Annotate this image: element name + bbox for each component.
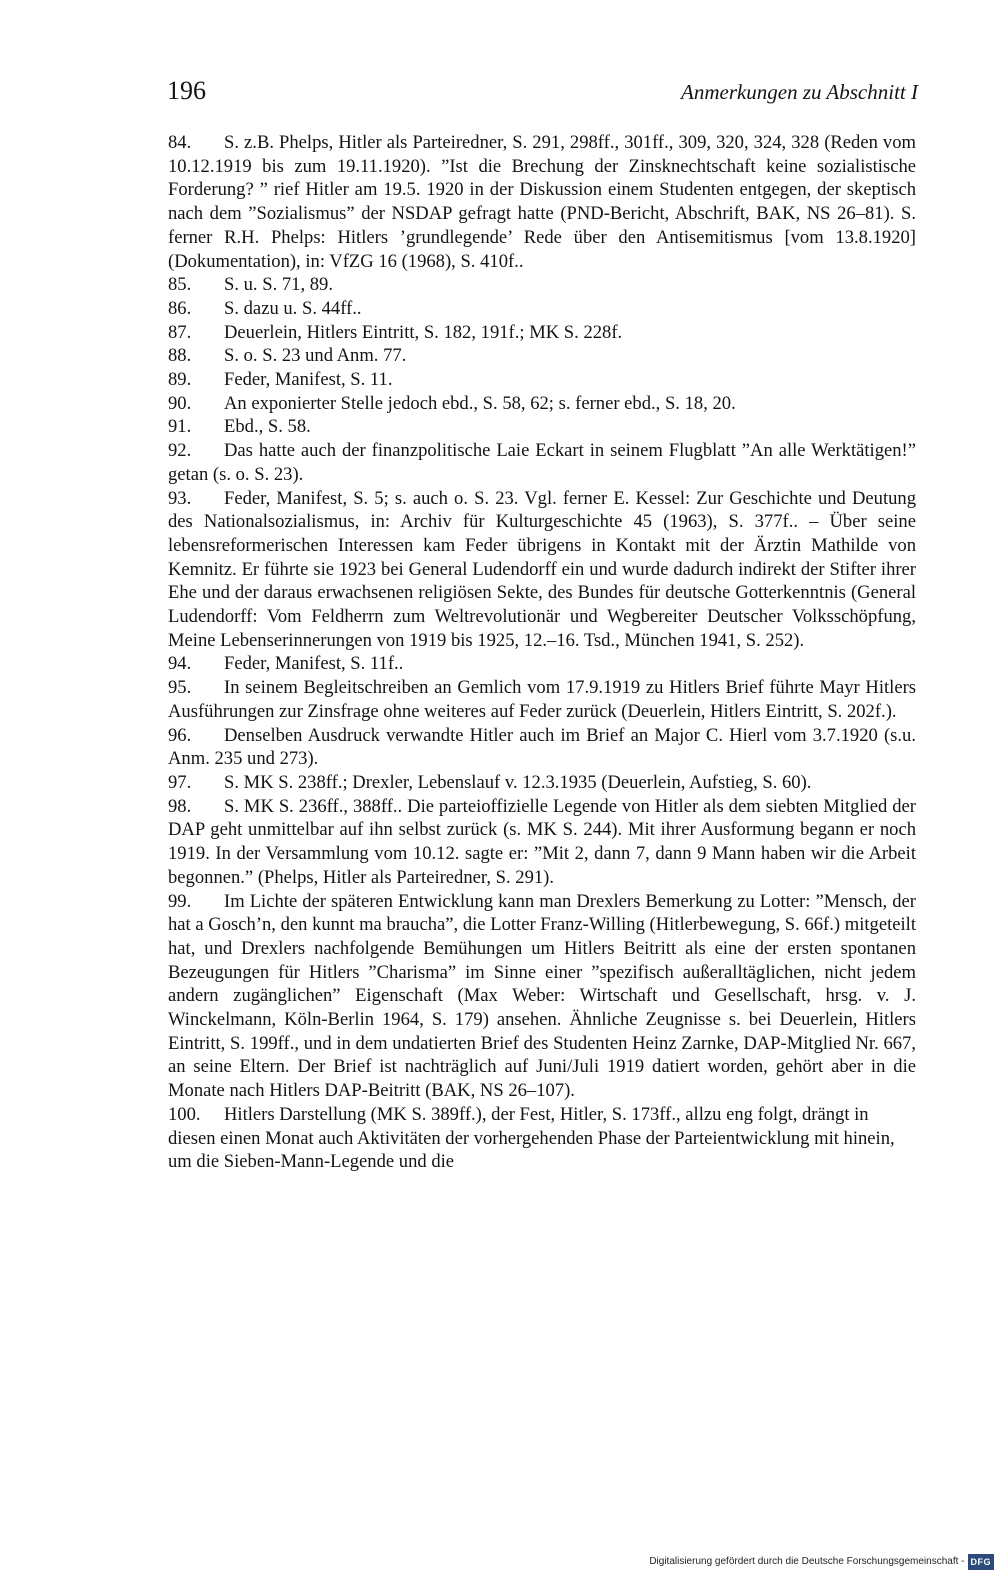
footnote	[168, 1103, 916, 1174]
footnote-number: 90.	[168, 392, 192, 414]
footnote-text: Ebd., S. 58.	[224, 416, 311, 438]
footnote-text: Das hatte auch der finanzpolitische Laie Eckart in seinem Flugblatt ”An alle Werktätigen!” getan (s. o. S. 23).	[168, 440, 916, 485]
credit-text: Digitalisierung gefördert durch die Deutsche Forschungsgemeinschaft -	[649, 1556, 965, 1567]
dfg-logo-icon: DFG	[968, 1554, 995, 1570]
footnote	[168, 297, 916, 321]
footnote	[168, 724, 916, 771]
footnote-number: 94.	[168, 653, 192, 675]
footnote-text: S. u. S. 71, 89.	[224, 274, 334, 296]
footnote-number: 97.	[168, 771, 192, 793]
footnote-number: 95.	[168, 677, 192, 699]
footnote-number: 99.	[168, 890, 192, 912]
footnote-text: Denselben Ausdruck verwandte Hitler auch im Brief an Major C. Hierl vom 3.7.1920 (s.u. Anm. 235 und 273).	[168, 724, 916, 770]
footnote-text: An exponierter Stelle jedoch ebd., S. 58, 62; s. ferner ebd., S. 18, 20.	[224, 392, 736, 414]
footnote-number: 96.	[168, 724, 192, 746]
footnote-text: Feder, Manifest, S. 11.	[224, 369, 393, 391]
footnote-number: 98.	[168, 795, 192, 817]
footnote	[168, 652, 916, 676]
footnote-number: 84.	[168, 132, 192, 153]
footnote	[168, 392, 916, 416]
footnote-text: S. dazu u. S. 44ff..	[224, 297, 362, 319]
digitization-credit	[649, 1554, 994, 1570]
footnote	[168, 321, 916, 345]
footnote-number: 92.	[168, 440, 192, 462]
footnote	[168, 273, 916, 297]
footnote	[168, 439, 916, 486]
footnote	[168, 771, 916, 795]
footnote-text: Feder, Manifest, S. 5; s. auch o. S. 23. Vgl. ferner E. Kessel: Zur Geschichte und Deutung des Nationalsozialismus, in: Archiv für Kulturgeschichte 45 (1963), S. 377f.. – Über seine lebensreformerischen Interessen kam Feder übrigens in Kontakt mit der Ärztin Mathilde von Kemnitz. Er führte sie 1923 bei General Ludendorff ein und wurde dadurch indirekt der Stifter ihrer Ehe und der daraus erwachsenen religiösen Sekte, des Bundes für deutsche Gotterkenntnis (General Ludendorff: Vom Feldherrn zum Weltrevolutionär und Wegbereiter Deutscher Volksschöpfung, Meine Lebenserinnerungen von 1919 bis 1925, 12.–16. Tsd., München 1941, S. 252).	[168, 487, 916, 651]
footnote	[168, 676, 916, 723]
footnote	[168, 131, 916, 273]
footnote-text: Feder, Manifest, S. 11f..	[224, 653, 404, 675]
footnote-number: 87.	[168, 321, 192, 343]
footnote-number: 93.	[168, 487, 192, 509]
running-title: Anmerkungen zu Abschnitt I	[681, 80, 918, 104]
footnote-number: 86.	[168, 297, 192, 319]
footnote	[168, 344, 916, 368]
footnote-text: Deuerlein, Hitlers Eintritt, S. 182, 191f.; MK S. 228f.	[224, 321, 623, 343]
footnote-text: S. MK S. 236ff., 388ff.. Die parteioffizielle Legende von Hitler als dem siebten Mitglied der DAP geht unmittelbar auf ihn selbst zurück (s. MK S. 244). Mit ihrer Ausformung begann er noch 1919. In der Versammlung vom 10.12. sagte er: ”Mit 2, dann 7, dann 9 Mann haben wir die Arbeit begonnen.” (Phelps, Hitler als Parteiredner, S. 291).	[168, 795, 916, 888]
footnote-text: In seinem Begleitschreiben an Gemlich vom 17.9.1919 zu Hitlers Brief führte Mayr Hitlers Ausführungen zur Zinsfrage ohne weiteres auf Feder zurück (Deuerlein, Hitlers Eintritt, S. 202f.).	[168, 677, 916, 722]
footnote	[168, 487, 916, 653]
footnote-text: S. z.B. Phelps, Hitler als Parteiredner, S. 291, 298ff., 301ff., 309, 320, 324, 328 (Reden vom 10.12.1919 bis zum 19.11.1920). ”Ist die Brechung der Zinsknechtschaft keine sozialistische Forderung? ” rief Hitler am 19.5. 1920 in der Diskussion einem Studenten entgegen, der skeptisch nach dem ”Sozialismus” der NSDAP gefragt hatte (PND-Bericht, Abschrift, BAK, NS 26–81). S. ferner R.H. Phelps: Hitlers ’grundlegende’ Rede über den Antisemitismus [vom 13.8.1920] (Dokumentation), in: VfZG 16 (1968), S. 410f..	[168, 132, 916, 272]
footnote-text: Im Lichte der späteren Entwicklung kann man Drexlers Bemerkung zu Lotter: ”Mensch, der hat a Gosch’n, den kunnt ma braucha”, die Lotter Franz-Willing (Hitlerbewegung, S. 66f.) mitgeteilt hat, und Drexlers nachfolgende Bemühungen um Hitlers Beitritt als eine der ersten spontanen Bezeugungen für Hitlers ”Charisma” im Sinne einer ”spezifisch außeralltäglichen, nicht jedem andern zugänglichen” Eigenschaft (Max Weber: Wirtschaft und Gesellschaft, hrsg. v. J. Winckelmann, Köln-Berlin 1964, S. 179) ansehen. Ähnliche Zeugnisse s. bei Deuerlein, Hitlers Eintritt, S. 199ff., und in dem undatierten Brief des Studenten Heinz Zarnke, DAP-Mitglied Nr. 667, an seine Eltern. Der Brief ist nachträglich auf Juni/Juli 1919 datiert worden, gehört aber in die Monate nach Hitlers DAP-Beitritt (BAK, NS 26–107).	[168, 890, 916, 1102]
page-number: 196	[167, 76, 206, 105]
footnote	[168, 415, 916, 439]
footnote-text: Hitlers Darstellung (MK S. 389ff.), der Fest, Hitler, S. 173ff., allzu eng folgt, drängt in diesen einen Monat auch Aktivitäten der vorhergehenden Phase der Parteientwicklung mit hinein, um die Sieben-Mann-Legende und die	[168, 1103, 895, 1173]
footnote-number: 88.	[168, 345, 192, 367]
footnote-number: 100.	[168, 1103, 201, 1125]
footnote-list	[168, 131, 916, 1174]
footnote	[168, 368, 916, 392]
footnote-text: S. o. S. 23 und Anm. 77.	[224, 345, 407, 367]
footnote	[168, 890, 916, 1103]
footnote-number: 91.	[168, 416, 192, 438]
footnote-number: 85.	[168, 274, 192, 296]
footnote	[168, 795, 916, 890]
footnote-text: S. MK S. 238ff.; Drexler, Lebenslauf v. 12.3.1935 (Deuerlein, Aufstieg, S. 60).	[224, 771, 812, 793]
footnote-number: 89.	[168, 369, 192, 391]
